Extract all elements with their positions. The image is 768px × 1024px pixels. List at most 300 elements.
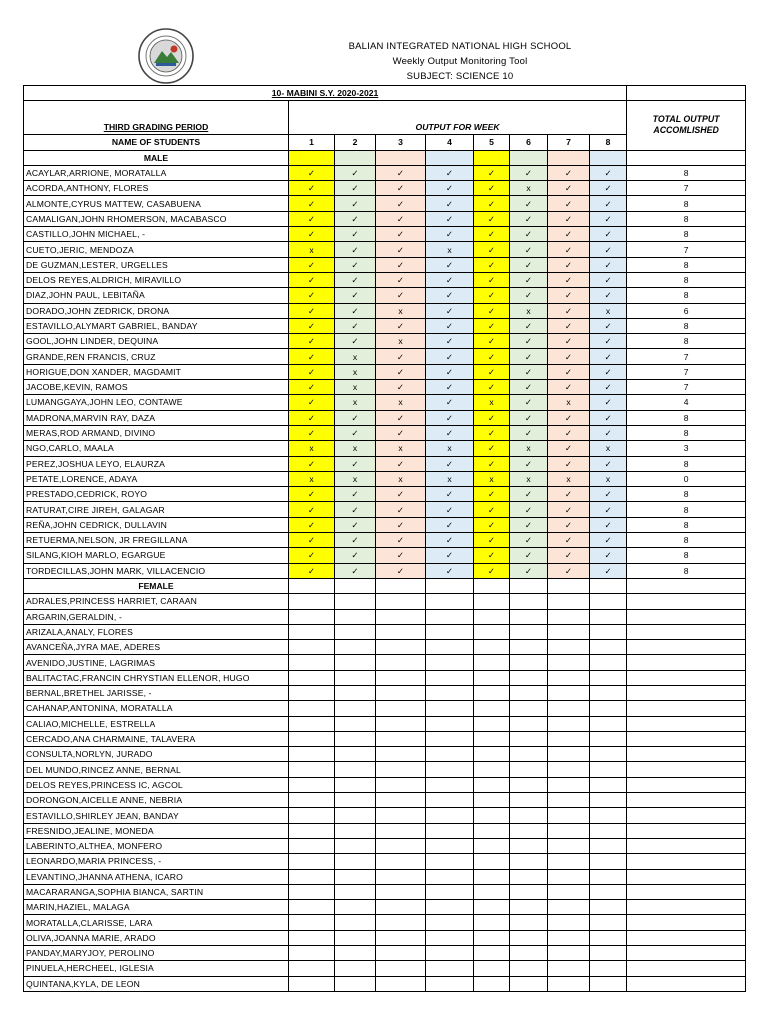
- student-name: MARIN,HAZIEL, MALAGA: [24, 900, 289, 915]
- table-row: [24, 731, 746, 746]
- week-mark: x: [426, 242, 474, 257]
- week-mark: ✓: [289, 196, 335, 211]
- week-mark: ✓: [590, 227, 627, 242]
- total-output: 8: [627, 272, 746, 287]
- week-mark: x: [289, 242, 335, 257]
- week-mark: ✓: [548, 196, 590, 211]
- student-name: OLIVA,JOANNA MARIE, ARADO: [24, 930, 289, 945]
- week-mark: ✓: [510, 563, 548, 578]
- table-row: [24, 884, 746, 899]
- week-mark: x: [548, 395, 590, 410]
- week-mark: ✓: [590, 272, 627, 287]
- table-row: [24, 410, 746, 425]
- week-mark: ✓: [426, 563, 474, 578]
- table-row: [24, 181, 746, 196]
- week-mark: ✓: [474, 441, 510, 456]
- week-mark: x: [510, 471, 548, 486]
- week-mark: x: [376, 441, 426, 456]
- table-row: [24, 456, 746, 471]
- week-mark: ✓: [548, 257, 590, 272]
- total-output: 8: [627, 533, 746, 548]
- total-output: 7: [627, 181, 746, 196]
- student-name: PINUELA,HERCHEEL, IGLESIA: [24, 961, 289, 976]
- table-row: [24, 670, 746, 685]
- week-mark: ✓: [426, 257, 474, 272]
- week-mark: ✓: [426, 548, 474, 563]
- table-row: [24, 640, 746, 655]
- total-output: 8: [627, 334, 746, 349]
- week-mark: ✓: [426, 456, 474, 471]
- week-mark: ✓: [376, 456, 426, 471]
- student-name: BERNAL,BRETHEL JARISSE, -: [24, 685, 289, 700]
- week-mark: ✓: [289, 318, 335, 333]
- total-output: 7: [627, 349, 746, 364]
- week-mark: ✓: [590, 548, 627, 563]
- week-mark: ✓: [510, 318, 548, 333]
- week-mark: ✓: [335, 487, 376, 502]
- student-name: MADRONA,MARVIN RAY, DAZA: [24, 410, 289, 425]
- week-mark: ✓: [289, 517, 335, 532]
- week-mark: ✓: [376, 318, 426, 333]
- week-mark: ✓: [335, 548, 376, 563]
- week-mark: x: [376, 303, 426, 318]
- week-mark: x: [510, 181, 548, 196]
- student-name: PANDAY,MARYJOY, PEROLINO: [24, 946, 289, 961]
- week-mark: ✓: [548, 349, 590, 364]
- week-mark: ✓: [548, 211, 590, 226]
- total-output: 8: [627, 318, 746, 333]
- table-row: [24, 961, 746, 976]
- student-name: RATURAT,CIRE JIREH, GALAGAR: [24, 502, 289, 517]
- student-name: DIAZ,JOHN PAUL, LEBITAÑA: [24, 288, 289, 303]
- week-mark: ✓: [376, 502, 426, 517]
- tool-title: Weekly Output Monitoring Tool: [392, 56, 528, 67]
- week-mark: ✓: [289, 334, 335, 349]
- week-mark: ✓: [510, 334, 548, 349]
- week-mark: ✓: [548, 181, 590, 196]
- table-row: [24, 318, 746, 333]
- student-name: SILANG,KIOH MARLO, EGARGUE: [24, 548, 289, 563]
- week-mark: ✓: [289, 380, 335, 395]
- period-label: THIRD GRADING PERIOD: [103, 122, 209, 133]
- week-mark: ✓: [289, 211, 335, 226]
- week-mark: ✓: [376, 181, 426, 196]
- week-mark: ✓: [335, 517, 376, 532]
- table-row: [24, 165, 746, 180]
- week-mark: x: [426, 441, 474, 456]
- table-row: [24, 487, 746, 502]
- student-name: PEREZ,JOSHUA LEYO, ELAURZA: [24, 456, 289, 471]
- student-name: DEL MUNDO,RINCEZ ANNE, BERNAL: [24, 762, 289, 777]
- week-mark: ✓: [289, 548, 335, 563]
- student-name: JACOBE,KEVIN, RAMOS: [24, 380, 289, 395]
- student-name: CUETO,JERIC, MENDOZA: [24, 242, 289, 257]
- total-output: 4: [627, 395, 746, 410]
- week-mark: ✓: [335, 334, 376, 349]
- week-mark: ✓: [376, 364, 426, 379]
- week-mark: ✓: [426, 303, 474, 318]
- week-mark: ✓: [510, 288, 548, 303]
- week-mark: x: [474, 471, 510, 486]
- student-name: DE GUZMAN,LESTER, URGELLES: [24, 257, 289, 272]
- week-mark: ✓: [426, 425, 474, 440]
- week-mark: ✓: [474, 380, 510, 395]
- table-row: [24, 701, 746, 716]
- week-header-8: 8: [590, 135, 627, 150]
- student-name: REÑA,JOHN CEDRICK, DULLAVIN: [24, 517, 289, 532]
- week-mark: ✓: [474, 517, 510, 532]
- week-mark: ✓: [510, 410, 548, 425]
- week-mark: x: [289, 471, 335, 486]
- total-output: 8: [627, 487, 746, 502]
- week-mark: ✓: [474, 257, 510, 272]
- total-output: 8: [627, 165, 746, 180]
- student-name: ACAYLAR,ARRIONE, MORATALLA: [24, 165, 289, 180]
- total-output: 7: [627, 242, 746, 257]
- table-row: [24, 915, 746, 930]
- week-mark: ✓: [335, 456, 376, 471]
- student-name: ALMONTE,CYRUS MATTEW, CASABUENA: [24, 196, 289, 211]
- week-mark: ✓: [335, 533, 376, 548]
- week-mark: ✓: [590, 242, 627, 257]
- week-mark: ✓: [289, 410, 335, 425]
- week-mark: ✓: [335, 303, 376, 318]
- student-name: BALITACTAC,FRANCIN CHRYSTIAN ELLENOR, HUGO: [24, 670, 289, 685]
- table-row: [24, 793, 746, 808]
- week-mark: ✓: [590, 334, 627, 349]
- week-mark: ✓: [590, 456, 627, 471]
- student-name: LABERINTO,ALTHEA, MONFERO: [24, 838, 289, 853]
- week-mark: ✓: [548, 517, 590, 532]
- week-mark: ✓: [289, 533, 335, 548]
- week-mark: ✓: [426, 211, 474, 226]
- week-mark: ✓: [426, 349, 474, 364]
- week-mark: x: [335, 441, 376, 456]
- week-mark: ✓: [590, 425, 627, 440]
- week-mark: ✓: [289, 502, 335, 517]
- week-mark: ✓: [289, 425, 335, 440]
- week-mark: ✓: [426, 364, 474, 379]
- total-output: 8: [627, 548, 746, 563]
- week-mark: ✓: [426, 502, 474, 517]
- week-mark: ✓: [510, 364, 548, 379]
- table-row: [24, 441, 746, 456]
- table-row: [24, 288, 746, 303]
- week-mark: ✓: [590, 364, 627, 379]
- week-mark: ✓: [510, 456, 548, 471]
- week-mark: ✓: [426, 288, 474, 303]
- week-mark: ✓: [335, 257, 376, 272]
- week-mark: ✓: [289, 288, 335, 303]
- week-mark: ✓: [376, 242, 426, 257]
- section-label: 10- MABINI S.Y. 2020-2021: [271, 88, 379, 99]
- student-name: TORDECILLAS,JOHN MARK, VILLACENCIO: [24, 563, 289, 578]
- week-mark: ✓: [548, 487, 590, 502]
- total-output: 7: [627, 364, 746, 379]
- week-mark: ✓: [426, 380, 474, 395]
- week-mark: x: [590, 471, 627, 486]
- total-output: 6: [627, 303, 746, 318]
- week-mark: ✓: [590, 563, 627, 578]
- table-row: [24, 563, 746, 578]
- week-mark: x: [335, 364, 376, 379]
- week-mark: ✓: [548, 242, 590, 257]
- total-output: 8: [627, 227, 746, 242]
- week-mark: x: [335, 380, 376, 395]
- table-row: [24, 548, 746, 563]
- student-name: PRESTADO,CEDRICK, ROYO: [24, 487, 289, 502]
- student-name: QUINTANA,KYLA, DE LEON: [24, 976, 289, 991]
- student-name: DELOS REYES,ALDRICH, MIRAVILLO: [24, 272, 289, 287]
- total-output: 8: [627, 517, 746, 532]
- week-mark: ✓: [474, 303, 510, 318]
- student-name: ADRALES,PRINCESS HARRIET, CARAAN: [24, 594, 289, 609]
- week-mark: ✓: [510, 227, 548, 242]
- week-mark: ✓: [474, 563, 510, 578]
- table-row: [24, 257, 746, 272]
- names-header: NAME OF STUDENTS: [24, 135, 289, 150]
- week-mark: ✓: [426, 165, 474, 180]
- week-mark: ✓: [289, 272, 335, 287]
- table-row: [24, 777, 746, 792]
- week-mark: ✓: [426, 181, 474, 196]
- week-mark: ✓: [590, 380, 627, 395]
- week-mark: ✓: [548, 165, 590, 180]
- student-name: CONSULTA,NORLYN, JURADO: [24, 747, 289, 762]
- total-output: 8: [627, 257, 746, 272]
- week-mark: x: [289, 441, 335, 456]
- week-mark: ✓: [548, 380, 590, 395]
- student-name: DELOS REYES,PRINCESS IC, AGCOL: [24, 777, 289, 792]
- total-output: 8: [627, 563, 746, 578]
- week-mark: ✓: [590, 410, 627, 425]
- student-name: AVENIDO,JUSTINE, LAGRIMAS: [24, 655, 289, 670]
- student-name: AVANCEÑA,JYRA MAE, ADERES: [24, 640, 289, 655]
- week-mark: ✓: [426, 196, 474, 211]
- student-name: ESTAVILLO,SHIRLEY JEAN, BANDAY: [24, 808, 289, 823]
- week-mark: ✓: [335, 211, 376, 226]
- week-mark: ✓: [590, 395, 627, 410]
- week-mark: ✓: [335, 272, 376, 287]
- week-mark: ✓: [510, 548, 548, 563]
- week-mark: ✓: [335, 318, 376, 333]
- table-row: [24, 823, 746, 838]
- week-header-6: 6: [510, 135, 548, 150]
- table-row: [24, 334, 746, 349]
- week-mark: ✓: [548, 364, 590, 379]
- table-row: [24, 272, 746, 287]
- table-row: [24, 930, 746, 945]
- student-name: NGO,CARLO, MAALA: [24, 441, 289, 456]
- student-name: GOOL,JOHN LINDER, DEQUINA: [24, 334, 289, 349]
- student-name: DORONGON,AICELLE ANNE, NEBRIA: [24, 793, 289, 808]
- week-mark: ✓: [474, 227, 510, 242]
- table-row: [24, 242, 746, 257]
- table-row: [24, 976, 746, 991]
- week-mark: ✓: [548, 502, 590, 517]
- week-mark: ✓: [376, 517, 426, 532]
- table-row: [24, 594, 746, 609]
- week-mark: x: [335, 471, 376, 486]
- week-mark: ✓: [335, 410, 376, 425]
- week-mark: ✓: [289, 395, 335, 410]
- week-mark: ✓: [474, 165, 510, 180]
- week-mark: ✓: [590, 517, 627, 532]
- week-mark: ✓: [510, 257, 548, 272]
- week-mark: ✓: [590, 165, 627, 180]
- total-output: 0: [627, 471, 746, 486]
- week-header-1: 1: [289, 135, 335, 150]
- student-name: CERCADO,ANA CHARMAINE, TALAVERA: [24, 731, 289, 746]
- student-name: ARIZALA,ANALY, FLORES: [24, 624, 289, 639]
- week-mark: ✓: [548, 318, 590, 333]
- week-mark: ✓: [335, 502, 376, 517]
- week-mark: ✓: [590, 181, 627, 196]
- table-row: [24, 227, 746, 242]
- week-mark: ✓: [289, 165, 335, 180]
- table-row: [24, 196, 746, 211]
- week-mark: ✓: [590, 487, 627, 502]
- week-mark: ✓: [474, 364, 510, 379]
- week-mark: ✓: [590, 211, 627, 226]
- table-row: [24, 946, 746, 961]
- week-mark: ✓: [335, 196, 376, 211]
- table-row: [24, 838, 746, 853]
- week-mark: ✓: [376, 272, 426, 287]
- week-mark: ✓: [376, 487, 426, 502]
- total-output: 8: [627, 410, 746, 425]
- week-mark: x: [548, 471, 590, 486]
- week-mark: ✓: [474, 334, 510, 349]
- table-row: [24, 716, 746, 731]
- table-row: [24, 471, 746, 486]
- week-mark: ✓: [510, 242, 548, 257]
- week-mark: ✓: [426, 517, 474, 532]
- table-row: [24, 364, 746, 379]
- week-mark: ✓: [289, 181, 335, 196]
- week-mark: ✓: [510, 533, 548, 548]
- week-mark: ✓: [590, 502, 627, 517]
- table-row: [24, 380, 746, 395]
- week-mark: ✓: [376, 349, 426, 364]
- week-mark: x: [510, 441, 548, 456]
- week-header-5: 5: [474, 135, 510, 150]
- student-name: ACORDA,ANTHONY, FLORES: [24, 181, 289, 196]
- school-name: BALIAN INTEGRATED NATIONAL HIGH SCHOOL: [348, 41, 572, 52]
- week-header-7: 7: [548, 135, 590, 150]
- student-name: MORATALLA,CLARISSE, LARA: [24, 915, 289, 930]
- student-name: LEONARDO,MARIA PRINCESS, -: [24, 854, 289, 869]
- table-row: [24, 211, 746, 226]
- week-mark: ✓: [510, 349, 548, 364]
- student-name: ESTAVILLO,ALYMART GABRIEL, BANDAY: [24, 318, 289, 333]
- week-mark: ✓: [426, 318, 474, 333]
- table-row: [24, 747, 746, 762]
- week-mark: ✓: [335, 563, 376, 578]
- total-output: 8: [627, 288, 746, 303]
- table-row: [24, 502, 746, 517]
- week-mark: x: [376, 471, 426, 486]
- week-mark: ✓: [590, 533, 627, 548]
- week-mark: ✓: [474, 196, 510, 211]
- total-output-header: TOTAL OUTPUT ACCOMLISHED: [627, 101, 746, 150]
- student-name: CAHANAP,ANTONINA, MORATALLA: [24, 701, 289, 716]
- table-row: [24, 869, 746, 884]
- week-mark: ✓: [474, 502, 510, 517]
- table-row: [24, 685, 746, 700]
- student-name: FRESNIDO,JEALINE, MONEDA: [24, 823, 289, 838]
- week-mark: ✓: [376, 380, 426, 395]
- week-mark: ✓: [590, 349, 627, 364]
- student-name: LEVANTINO,JHANNA ATHENA, ICARO: [24, 869, 289, 884]
- week-mark: ✓: [510, 196, 548, 211]
- week-mark: ✓: [289, 563, 335, 578]
- female-section-label: FEMALE: [24, 578, 289, 593]
- week-mark: x: [590, 441, 627, 456]
- week-mark: ✓: [548, 272, 590, 287]
- week-mark: ✓: [289, 487, 335, 502]
- week-mark: x: [376, 395, 426, 410]
- week-mark: ✓: [590, 257, 627, 272]
- week-mark: ✓: [474, 318, 510, 333]
- week-mark: ✓: [376, 410, 426, 425]
- week-header-3: 3: [376, 135, 426, 150]
- student-name: PETATE,LORENCE, ADAYA: [24, 471, 289, 486]
- week-mark: ✓: [376, 227, 426, 242]
- week-mark: ✓: [548, 410, 590, 425]
- table-row: [24, 762, 746, 777]
- week-mark: ✓: [289, 364, 335, 379]
- table-row: [24, 808, 746, 823]
- week-mark: ✓: [590, 196, 627, 211]
- week-mark: ✓: [510, 395, 548, 410]
- student-name: GRANDE,REN FRANCIS, CRUZ: [24, 349, 289, 364]
- week-mark: ✓: [335, 242, 376, 257]
- week-mark: ✓: [590, 288, 627, 303]
- week-mark: ✓: [289, 303, 335, 318]
- week-mark: ✓: [548, 288, 590, 303]
- week-mark: ✓: [548, 533, 590, 548]
- week-mark: ✓: [548, 227, 590, 242]
- week-mark: ✓: [510, 425, 548, 440]
- week-mark: ✓: [548, 563, 590, 578]
- week-mark: ✓: [335, 165, 376, 180]
- week-mark: ✓: [376, 288, 426, 303]
- week-mark: ✓: [510, 272, 548, 287]
- week-mark: ✓: [376, 165, 426, 180]
- week-mark: ✓: [474, 288, 510, 303]
- week-mark: ✓: [426, 410, 474, 425]
- week-mark: ✓: [376, 548, 426, 563]
- week-mark: x: [474, 395, 510, 410]
- total-output: 8: [627, 211, 746, 226]
- week-mark: ✓: [474, 181, 510, 196]
- week-mark: ✓: [376, 257, 426, 272]
- week-mark: ✓: [335, 288, 376, 303]
- output-week-header: OUTPUT FOR WEEK: [289, 101, 627, 135]
- student-name: HORIGUE,DON XANDER, MAGDAMIT: [24, 364, 289, 379]
- table-row: [24, 900, 746, 915]
- table-row: [24, 517, 746, 532]
- student-name: LUMANGGAYA,JOHN LEO, CONTAWE: [24, 395, 289, 410]
- week-mark: x: [335, 349, 376, 364]
- week-mark: ✓: [335, 181, 376, 196]
- male-section-label: MALE: [24, 150, 289, 165]
- student-name: MACARARANGA,SOPHIA BIANCA, SARTIN: [24, 884, 289, 899]
- week-mark: ✓: [548, 456, 590, 471]
- week-mark: ✓: [510, 502, 548, 517]
- week-mark: ✓: [376, 563, 426, 578]
